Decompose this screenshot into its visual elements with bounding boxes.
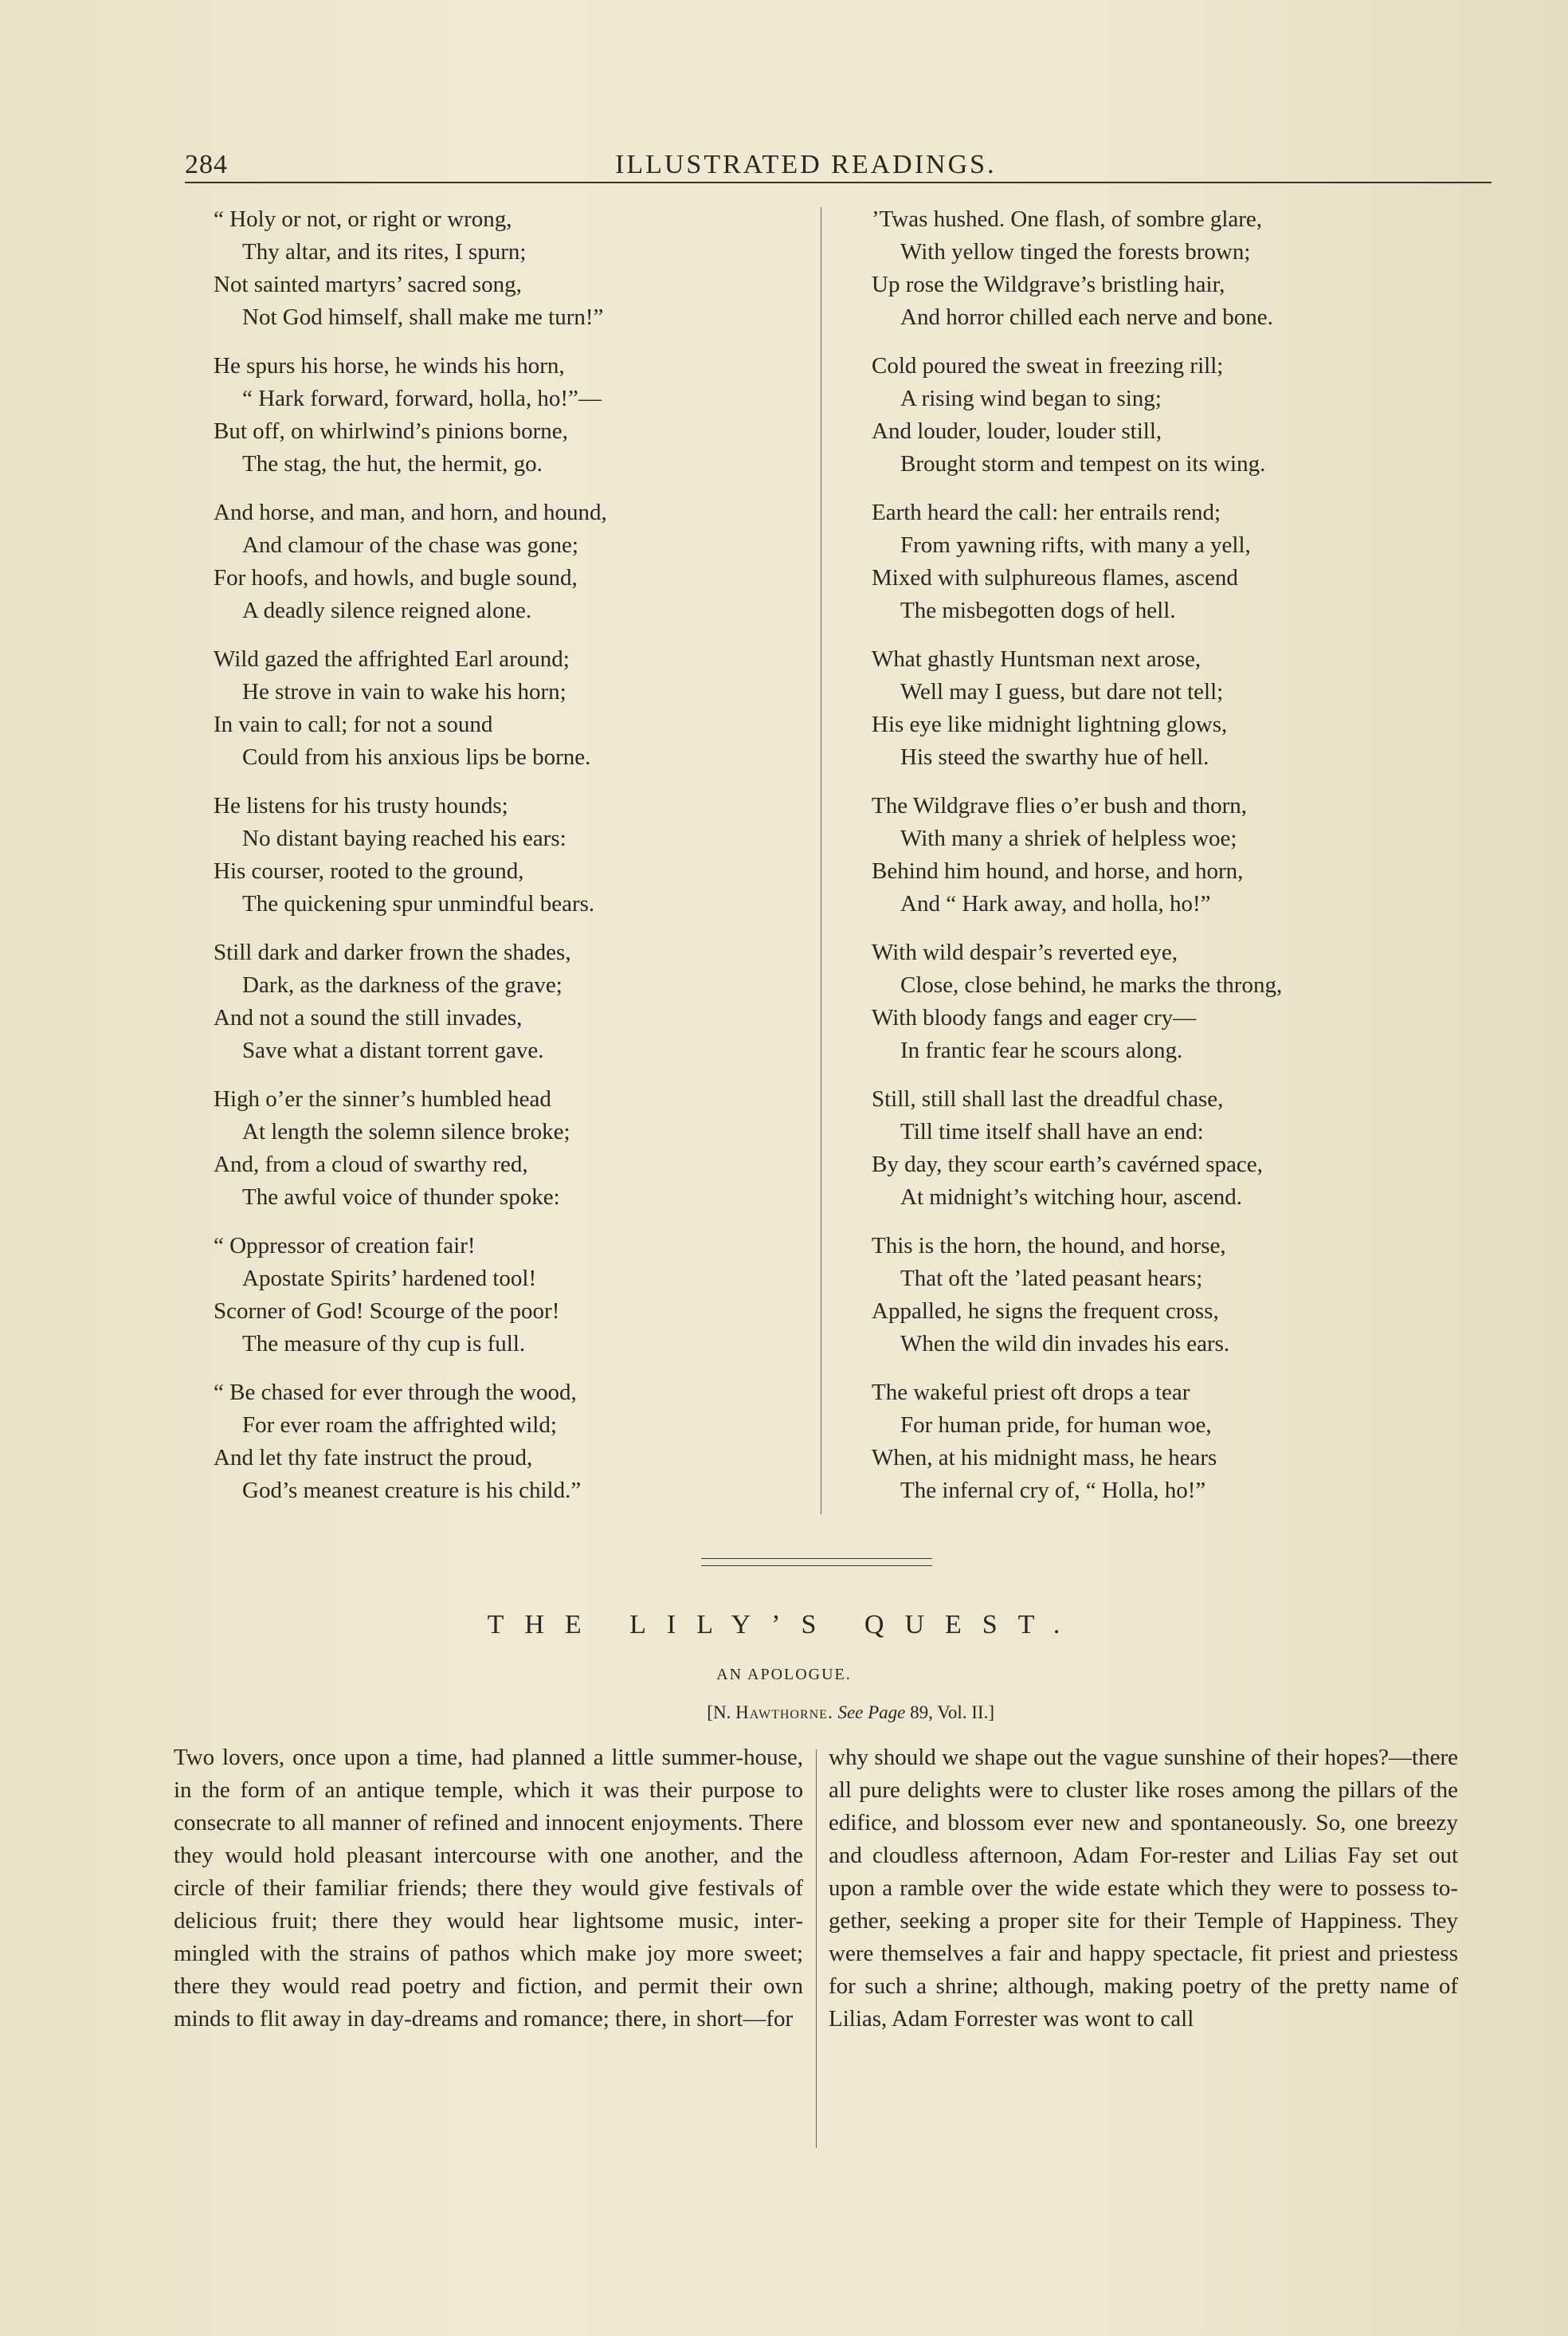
article-subtitle: AN APOLOGUE. [716, 1666, 852, 1683]
citation-open: [N. [707, 1702, 736, 1722]
prose-left-column: Two lovers, once upon a time, had planned a little summer-house, in the form of an antique temple, which it was their purpose to consecrate to all manner of refined and innocent enjoyments. There they would hold pleasant intercourse with one another, and the circle of their familiar friends; there they would give festivals of delicious fruit; there they would hear lightsome music, inter-mingled with the strains of pathos which make joy more sweet; there they would read poetry and fiction, and permit their own minds to flit away in day-dreams and romance; there, in short—for [174, 1745, 803, 2032]
citation-author: Hawthorne. [735, 1702, 833, 1722]
poem-line: This is the horn, the hound, and horse, [872, 1233, 1226, 1258]
poem-line: But off, on whirlwind’s pinions borne, [214, 418, 568, 444]
poem-right-column [872, 203, 1485, 1523]
poem-line: And louder, louder, louder still, [872, 418, 1162, 444]
poem-line: Still, still shall last the dreadful chase, [872, 1086, 1224, 1112]
poem-line: The Wildgrave flies o’er bush and thorn, [872, 793, 1248, 819]
poem-line: Behind him hound, and horse, and horn, [872, 858, 1244, 884]
prose-column-divider [816, 1749, 817, 2148]
poem-line: Brought storm and tempest on its wing. [900, 451, 1266, 477]
poem-line: With many a shriek of helpless woe; [900, 826, 1237, 851]
poem-line: “ Be chased for ever through the wood, [214, 1380, 577, 1405]
poem-line: “ Holy or not, or right or wrong, [214, 206, 512, 232]
poem-line: And horror chilled each nerve and bone. [900, 304, 1273, 330]
poem-line: Scorner of God! Scourge of the poor! [214, 1298, 560, 1324]
poem-line: The measure of thy cup is full. [242, 1331, 526, 1356]
poem-line: Well may I guess, but dare not tell; [900, 679, 1224, 705]
header-rule [185, 182, 1492, 183]
poem-line: “ Oppressor of creation fair! [214, 1233, 476, 1258]
poem-line: The quickening spur unmindful bears. [242, 891, 595, 917]
poem-line: And horse, and man, and horn, and hound, [214, 500, 607, 525]
poem-line: His eye like midnight lightning glows, [872, 712, 1228, 737]
citation-ref: 89, Vol. II.] [905, 1702, 994, 1722]
poem-line: For hoofs, and howls, and bugle sound, [214, 565, 578, 591]
stanza [872, 643, 1485, 774]
poem-line: For human pride, for human woe, [900, 1412, 1212, 1438]
poem-line: And “ Hark away, and holla, ho!” [900, 891, 1211, 917]
poem-line: The misbegotten dogs of hell. [900, 598, 1176, 623]
poem-line: High o’er the sinner’s humbled head [214, 1086, 551, 1112]
poem-line: Earth heard the call: her entrails rend; [872, 500, 1221, 525]
poem-line: From yawning rifts, with many a yell, [900, 532, 1251, 558]
poem-line: When, at his midnight mass, he hears [872, 1445, 1217, 1470]
poem-line: Mixed with sulphureous flames, ascend [872, 565, 1238, 591]
poem-line: With bloody fangs and eager cry— [872, 1005, 1197, 1031]
poem-line: He listens for his trusty hounds; [214, 793, 508, 819]
stanza [214, 497, 827, 627]
stanza [214, 350, 827, 481]
poem-line: Close, close behind, he marks the throng, [900, 972, 1283, 998]
poem-line: Not God himself, shall make me turn!” [242, 304, 604, 330]
poem-line: And, from a cloud of swarthy red, [214, 1152, 528, 1177]
stanza [872, 497, 1485, 627]
poem-line: Appalled, he signs the frequent cross, [872, 1298, 1219, 1324]
stanza [872, 350, 1485, 481]
section-divider [701, 1558, 932, 1566]
poem-line: Still dark and darker frown the shades, [214, 940, 571, 965]
stanza [872, 936, 1485, 1067]
article-title: THE LILY’S QUEST. [487, 1610, 1081, 1639]
poem-line: For ever roam the affrighted wild; [242, 1412, 557, 1438]
poem-line: His steed the swarthy hue of hell. [900, 744, 1209, 770]
poem-line: A deadly silence reigned alone. [242, 598, 532, 623]
poem-line: What ghastly Huntsman next arose, [872, 646, 1201, 672]
poem-line: In frantic fear he scours along. [900, 1038, 1183, 1063]
poem-line: God’s meanest creature is his child.” [242, 1478, 582, 1503]
poem-line: The wakeful priest oft drops a tear [872, 1380, 1190, 1405]
poem-line: In vain to call; for not a sound [214, 712, 493, 737]
poem-line: ’Twas hushed. One flash, of sombre glare, [872, 206, 1263, 232]
poem-line: Till time itself shall have an end: [900, 1119, 1204, 1144]
poem-line: When the wild din invades his ears. [900, 1331, 1230, 1356]
poem-line: No distant baying reached his ears: [242, 826, 566, 851]
poem-line: A rising wind began to sing; [900, 386, 1162, 411]
article-citation [707, 1702, 994, 1723]
poem-line: And clamour of the chase was gone; [242, 532, 578, 558]
poem-line: Cold poured the sweat in freezing rill; [872, 353, 1224, 379]
page-header [185, 143, 1492, 183]
poem-line: He strove in vain to wake his horn; [242, 679, 566, 705]
running-title: ILLUSTRATED READINGS. [615, 150, 997, 179]
poem-line: At length the solemn silence broke; [242, 1119, 570, 1144]
stanza [214, 203, 827, 334]
stanza [872, 203, 1485, 334]
poem-left-column [214, 203, 827, 1523]
prose-right-column: why should we shape out the vague sunshine of their hopes?—there all pure delights were to cluster like roses among the pillars of the edifice, and blossom ever new and spontaneously. So, one breezy and cloudless afternoon, Adam For-rester and Lilias Fay set out upon a ramble over the wide estate which they were to possess to-gether, seeking a proper site for their Temple of Happiness. They were themselves a fair and happy spectacle, fit priest and priestess for such a shrine; although, making poetry of the pretty name of Lilias, Adam Forrester was wont to call [829, 1745, 1458, 2032]
stanza [214, 643, 827, 774]
poem-line: Wild gazed the affrighted Earl around; [214, 646, 570, 672]
stanza [872, 1376, 1485, 1507]
poem-line: Apostate Spirits’ hardened tool! [242, 1266, 537, 1291]
poem-line: With yellow tinged the forests brown; [900, 239, 1251, 265]
stanza [872, 1230, 1485, 1360]
stanza [214, 790, 827, 921]
poem-line: The awful voice of thunder spoke: [242, 1184, 560, 1210]
poem-line: At midnight’s witching hour, ascend. [900, 1184, 1242, 1210]
poem-line: That oft the ’lated peasant hears; [900, 1266, 1203, 1291]
poem-line: His courser, rooted to the ground, [214, 858, 524, 884]
poem-line: Save what a distant torrent gave. [242, 1038, 544, 1063]
poem-line: And not a sound the still invades, [214, 1005, 523, 1031]
stanza [214, 1083, 827, 1214]
poem-line: By day, they scour earth’s cavérned space, [872, 1152, 1263, 1177]
poem-line: Up rose the Wildgrave’s bristling hair, [872, 272, 1225, 297]
stanza [214, 1230, 827, 1360]
stanza [872, 790, 1485, 921]
stanza [214, 936, 827, 1067]
poem-line: Thy altar, and its rites, I spurn; [242, 239, 527, 265]
poem-line: The stag, the hut, the hermit, go. [242, 451, 543, 477]
poem-line: And let thy fate instruct the proud, [214, 1445, 533, 1470]
poem-line: “ Hark forward, forward, holla, ho!”— [242, 386, 602, 411]
poem-line: With wild despair’s reverted eye, [872, 940, 1178, 965]
stanza [214, 1376, 827, 1507]
poem-line: Not sainted martyrs’ sacred song, [214, 272, 522, 297]
poem-line: Could from his anxious lips be borne. [242, 744, 591, 770]
poem-line: He spurs his horse, he winds his horn, [214, 353, 565, 379]
stanza [872, 1083, 1485, 1214]
citation-see: See Page [833, 1702, 906, 1722]
poem-line: The infernal cry of, “ Holla, ho!” [900, 1478, 1206, 1503]
page-number: 284 [185, 150, 228, 179]
poem-line: Dark, as the darkness of the grave; [242, 972, 563, 998]
